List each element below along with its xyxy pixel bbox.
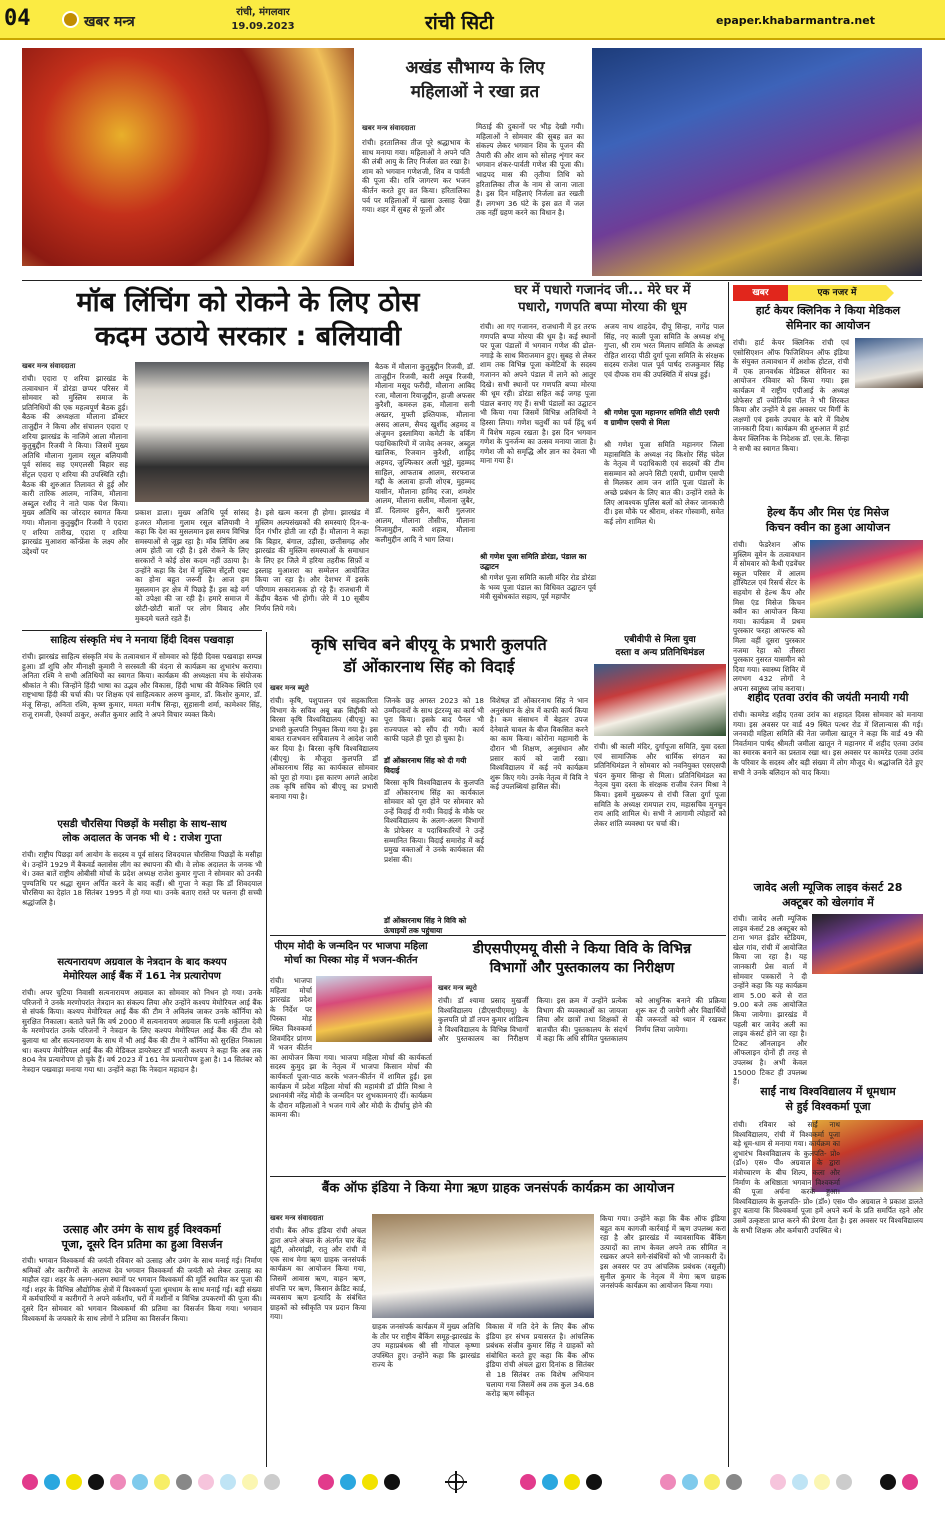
absp-headline	[594, 634, 726, 660]
teej-byline: खबर मन्त्र संवाददाता	[362, 124, 416, 132]
registration-dot	[902, 1474, 918, 1490]
vishwavidyalaya-headline	[733, 1084, 923, 1114]
rajesh-headline-line1: एसडी चौरसिया पिछड़ों के मसीहा के साथ-साथ	[57, 819, 227, 830]
hindi-body: रांची। झारखंड साहित्य संस्कृति मंच के तत्वावधान में सोमवार को हिंदी दिवस पखवाड़ा सम्पन्न हुआ। डॉ शुचि और मीनाक्षी कुमारी ने सरस्वती की वंदना से कार्यक्रम का शुभारंभ कराया। अनिता रश्मि ने सभी अतिथियों का स्वागत किया। कार्यक्रम की अध्यक्षता मंच के संयोजक श्रीकांत ने की। जिन्होंने हिंदी भाषा का उद्भव और विकास, हिंदी भाषा की वैश्विक स्थिति एवं राष्ट्रभाषा हिंदी की चर्चा की। पर शिक्षक एवं साहित्यकार अरुण कुमार, डॉ. किशोर कुमार, डॉ. मंजू सिन्हा, अनिता रश्मि, कृष्ण कुमार, ममता मनीष सिन्हा, सुहासनी शर्मा, कामेश्वर सिंह, राजू रामजी, ऐश्वर्या ठाकुर, अजीत कुमार आदि ने अपने विचार व्यक्त किये।	[22, 652, 262, 719]
agrawal-headline	[22, 956, 262, 984]
mob-col4: बैठक में मौलाना कुतुबुद्दीन रिजवी, डॉ. ताजुद्दीन रिजवी, कारी अयूब रिजवी, मौलाना मसूद फरीदी, मौलाना आबिद रजा, मौलाना रियाजुद्दीन, हाजी अफसर कुरैशी, कमरुल हक, मौलाना सनी अख्तर, मुफ्ती इश्तियाक, मौलाना असद आलम, सैयद खुर्शीद अहमद व अंजुमन इस्लामिया कमेटी के वर्किंग पदाधिकारियों में जावेद अनवर, अब्दुल खालिक, रिजवान कुरैशी, शाहिद अहमद, जुल्फिकार अली भुट्टो, मुहम्मद साहिल, आफताब आलम, सरफराज गद्दी के अलावा हाजी शोएब, मुहम्मद यासीन, मौलाना हामिद रजा, शमशेर आलम, मौलाना सलीम, मौलाना जुबैर, डॉ. दिलावर हुसैन, कारी गुलजार आलम, मौलाना तौसीफ, मौलाना निजामुद्दीन, कारी शहाब, मौलाना कलीमुद्दीन आदि ने भाग लिया।	[375, 362, 475, 544]
health-body: रांची। फेडरेशन ऑफ मुस्लिम वूमेन के तत्वावधान में सोमवार को कैथी एडवेंचर स्कूल परिसर में आलम हॉस्पिटल एवं रिसर्च सेंटर के सहयोग से हेल्थ कैंप और मिस एंड मिसेज किचन क्वीन का आयोजन किया गया। कार्यक्रम में प्रथम पुरस्कार फरहा आफरफ को मिला वहीं दूसरा पुरस्कार नजमा रेहा को तीसरा पुरस्कार नुसरत यासमीन को दिया गया। स्वास्थ्य शिविर में लगभग 432 लोगों ने अपना स्वास्थ्य जांच कराया।	[733, 540, 805, 693]
registration-dot	[66, 1474, 82, 1490]
teej-headline	[362, 56, 588, 104]
bjp-headline-line2: मोर्चा का पिस्का मोड़ में भजन-कीर्तन	[284, 955, 418, 966]
ganesh-photo	[592, 48, 922, 276]
absp-headline-line2: दस्ता व अन्य प्रतिनिधिमंडल	[615, 648, 705, 658]
vc-subhead1: डॉ ओंकारनाथ सिंह को दी गयी विदाई	[384, 756, 467, 775]
oraon-body: रांची। कामरेड शहीद एतवा उरांव का शहादत दिवस सोमवार को मनाया गया। इस अवसर पर वार्ड 49 स्थित पत्थर रोड में शिलान्यास की गई। जनवादी महिला समिति की नेता जमीला खातून ने कहा कि वार्ड 49 की निवर्तमान पार्षद श्रीमती जमीला खातून ने महानगर में शहीद एतवा उरांव का स्मारक बनाने का प्रस्ताव रखा था। इस अवसर पर कामरेड एतवा उरांव के परिवार के सदस्य और बड़ी संख्या में लोग मौजूद थे। श्रद्धांजलि देते हुए सभी ने उनके बलिदान को याद किया।	[733, 710, 923, 777]
registration-dot	[770, 1474, 786, 1490]
music-body	[733, 976, 923, 1080]
vc-headline-line2: डॉ ओंकारनाथ सिंह को विदाई	[343, 657, 515, 676]
bank-col3: विकास में गति देने के लिए बैंक ऑफ इंडिया हर संभव प्रयासरत है। आंचलिक प्रबंधक संजीव कुमार सिंह ने ग्राहकों को संबोधित करते हुए कहा कि बैंक ऑफ इंडिया रांची अंचल द्वारा दिनांक 8 सितंबर से 18 सितंबर तक विशेष अभियान चलाया गया जिसमें अब तक कुल 34.68 करोड़ ऋण स्वीकृत	[486, 1322, 594, 1399]
vishwavidyalaya-headline-line2: से हुई विश्वकर्मा पूजा	[785, 1100, 871, 1113]
city-label: रांची, मंगलवार	[236, 7, 290, 18]
music-headline-line1: जावेद अली म्यूजिक लाइव कंसर्ट 28	[753, 881, 903, 894]
mob-headline-line1: मॉब लिंचिंग को रोकने के लिए ठोस	[76, 287, 420, 318]
oraon-headline: शहीद एतवा उरांव की जयंती मनायी गयी	[747, 691, 909, 704]
absp-body: रांची। श्री काली मंदिर, दुर्गापूजा समिति, युवा दस्ता एवं सामाजिक और धार्मिक संगठन का प्रतिनिधिमंडल ने सोमवार को नवनियुक्त एसएसपी चंदन कुमार सिन्हा से मिला। प्रतिनिधिमंडल का नेतृत्व युवा दस्ता के संरक्षक राजीव रंजन मिश्रा ने किया। इसमें मुख्यरूप से रांची जिला दुर्गा पूजा समिति के अध्यक्ष रामपाल राय, महासचिव मुनचुन राय आदि शामिल थे। सभी ने आगामी त्योहारों को लेकर शांति व्यवस्था पर चर्चा की।	[594, 742, 726, 828]
vishwakarma-headline-line2: पूजा, दूसरे दिन प्रतिमा का हुआ विसर्जन	[61, 1238, 223, 1251]
vc-headline-line1: कृषि सचिव बने बीएयू के प्रभारी कुलपति	[311, 635, 547, 654]
bank-col2: ग्राहक जनसंपर्क कार्यक्रम में मुख्य अतिथि के तौर पर राष्ट्रीय बैंकिंग समूह-झारखंड के उप महाप्रबंधक श्री सी गोपाल कृष्णा उपस्थित हुए। उन्होंने कहा कि झारखंड राज्य के	[372, 1322, 480, 1370]
hindi-headline: साहित्य संस्कृति मंच ने मनाया हिंदी दिवस पखवाड़ा	[50, 635, 234, 646]
music-headline	[733, 880, 923, 910]
tag-arrow-icon	[886, 285, 894, 301]
mob-headline-line2: कदम उठाये सरकार : बलियावी	[94, 321, 402, 352]
vc-col1: रांची। कृषि, पशुपालन एवं सहकारिता विभाग के सचिव अबू बक्र सिद्दीकी को बिरसा कृषि विश्वविद्यालय (बीएयू) का प्रभारी कुलपति नियुक्त किया गया है। इस बाबत राजभवन सचिवालय ने आदेश जारी कर दिया है। बिरसा कृषि विश्वविद्यालय (बीएयू) के मौजूदा कुलपति डॉ ओंकारनाथ सिंह का कार्यकाल सोमवार को पूरा हो गया। इस कारण अगले आदेश तक कृषि सचिव को बीएयू का प्रभारी बनाया गया है।	[270, 696, 378, 801]
ganesh-headline-line2: पधारो, गणपति बप्पा मोरया की धूम	[518, 300, 687, 315]
mob-byline: खबर मन्त्र संवाददाता	[22, 362, 76, 370]
vishwavidyalaya-body-wrap	[733, 1120, 923, 1460]
mob-col1: रांची। एदारा ए शरिया झारखंड के तत्वावधान में डोरंडा छप्पर परिसर में सोमवार को मुस्लिम समाज के प्रतिनिधियों की एक महत्वपूर्ण बैठक हुई। बैठक की अध्यक्षता मौलाना डॉक्टर ताजुद्दीन ने किया और संचालन एदारा ए शरिया झारखंड के नाजिमे आला मौलाना कुतुबुद्दीन रिजवी ने किया। जिसमें मुख्य अतिथि मौलाना गुलाम रसूल बलियावी पूर्व सांसद सह एमएलसी बिहार सह सेंट्रल एदारा ए शरिया की उपस्थिति रही। बैठक की शुरुआत तिलावत से हुई और कारी तारिक आलम, नाजिम, मौलाना अब्दुल रशीद ने नाते पाक पेश किया। मुख्य अतिथि का जोरदार स्वागत किया गया। मौलाना कुतुबुद्दीन रिजवी ने एदारा ए शरिया तारीख, एदारा ए शरिया झारखंड मुआशरा कॉन्फ्रेंस के लक्ष्य और उद्देश्यों पर	[22, 374, 128, 556]
tag-khabar: खबर	[733, 285, 788, 301]
page-number: 04	[4, 6, 31, 31]
vc-col3: विशेषज्ञ डॉ ओंकारनाथ सिंह ने भान अनुसंधान के क्षेत्र में काफी कार्य किया है। कम संसाधन में बेहतर उपज देनेवाले चावल के बीज विकसित करने का काम किया। कोरोना महामारी के दौरान भी शिक्षण, अनुसंधान और प्रसार कार्य को जारी रखा। विश्वविद्यालय में कई नये कार्यक्रम शुरू किए गये। उनके नेतृत्व में विवि ने कई उपलब्धियां हासिल कीं।	[490, 696, 588, 792]
music-headline-line2: अक्टूबर को खेलगांव में	[782, 896, 874, 909]
registration-dot	[564, 1474, 580, 1490]
ganesh-headline-line1: घर में पधारो गजानंद जी... मेरे घर में	[514, 283, 691, 298]
registration-dot	[542, 1474, 558, 1490]
logo-icon	[62, 11, 79, 28]
registration-dot	[198, 1474, 214, 1490]
registration-dot	[44, 1474, 60, 1490]
rajesh-headline	[22, 818, 262, 846]
agrawal-body: रांची। अपर चुटिया निवासी सत्यनारायण अग्रवाल का सोमवार को निधन हो गया। उनके परिजनों ने उनके मरणोपरांत नेत्रदान का संकल्प लिया और उन्होंने कश्यप मेमोरियल आई बैंक से संपर्क किया। कश्यप मेमोरियल आई बैंक की टीम ने अविलंब जाकर उनके कॉर्निया को सुरक्षित निकाला। बताते चलें कि वर्ष 2000 में सत्यनारायण अग्रवाल कि पत्नी शकुंतला देवी के मरणोपरांत उनके परिजनों ने नेत्रदान के लिए कश्यप मेमोरियल आई बैंक की टीम को बुलाया था और सत्यनारायण के साथ में भी आई बैंक की टीम ने कॉर्निया को सुरक्षित निकाला था। कश्यप मेमोरियल आई बैंक की मेडिकल डायरेक्टर डॉ भारती कश्यप ने कहा कि अब तक 804 नेत्र प्रत्यारोपण हो चुके हैं। वर्ष 2023 में 161 नेत्र प्रत्यारोपण हुआ है। 14 सितंबर को नेत्रदान पखवाड़ा मनाया गया था। उन्होंने कहा कि नेत्रदान महादान है।	[22, 988, 262, 1074]
tag-ek-nazar: एक नजर में	[788, 285, 886, 301]
registration-dot	[154, 1474, 170, 1490]
health-headline	[733, 505, 923, 535]
registration-dot	[814, 1474, 830, 1490]
registration-dot	[682, 1474, 698, 1490]
vishwakarma-headline-line1: उत्साह और उमंग के साथ हुई विश्वकर्मा	[63, 1223, 221, 1236]
vc-headline	[270, 634, 588, 678]
registration-dot	[520, 1474, 536, 1490]
vc-col2: जिनके छह अगस्त 2023 को 18 उम्मीदवारों के साथ इंटरव्यू का कार्य भी पूरा किया। इसके बाद पैनल भी राज्यपाल को सौंप दी गयी। कार्य काफी पहले ही पूरा हो चुका है।	[384, 696, 484, 744]
ganesh-headline	[480, 282, 725, 316]
teej-photo	[22, 48, 354, 266]
registration-dot	[220, 1474, 236, 1490]
dspmu-headline	[438, 940, 726, 978]
registration-dot	[726, 1474, 742, 1490]
dspmu-body: रांची। डॉ श्यामा प्रसाद मुखर्जी विश्वविद्यालय (डीएसपीएमयू) के कुलपति प्रो डॉ तपन कुमार शांडिल्य ने विश्वविद्यालय के विभिन्न विभागों और पुस्तकालय का निरीक्षण किया। इस क्रम में उन्होंने प्रत्येक विभाग की व्यवस्थाओं का जायजा लिया और छात्रों तथा शिक्षकों से बातचीत की। पुस्तकालय के संदर्भ में कहा कि अधि सीमित पुस्तकालय को आधुनिक बनाने की प्रक्रिया शुरू कर दी जायेगी और विद्यार्थियों की जरूरतों को ध्यान में रखकर निर्णय लिया जायेगा।	[438, 996, 726, 1044]
registration-crosshair-icon	[448, 1474, 464, 1490]
registration-dot	[264, 1474, 280, 1490]
bank-col4: किया गया। उन्होंने कहा कि बैंक ऑफ इंडिया बहुत कम कागजी कार्रवाई में ऋण उपलब्ध करा रहा है और झारखंड में व्यावसायिक बैंकिंग उत्पादों का लाभ केवल अपने तक सीमित न रखकर अपने सगे-संबंधियों को भी जानकारी दें। इस अवसर पर उप आंचलिक प्रबंधक (वसूली) सुनील कुमार के नेतृत्व में मेगा ऋण ग्राहक जनसंपर्क कार्यक्रम का आयोजन किया गया।	[600, 1214, 726, 1291]
vishwakarma-headline	[22, 1222, 262, 1252]
clinic-photo	[855, 338, 923, 388]
health-headline-line2: किचन क्वीन का हुआ आयोजन	[766, 521, 890, 534]
bjp-headline	[270, 940, 432, 968]
teej-headline-line2: महिलाओं ने रखा व्रत	[410, 82, 540, 102]
health-headline-line1: हेल्थ कैंप और मिस एंड मिसेज	[767, 506, 889, 519]
vishwavidyalaya-headline-line1: साईं नाथ विश्वविद्यालय में धूमधाम	[760, 1085, 896, 1098]
clinic-body: रांची। हार्ट केयर क्लिनिक रांची एवं एसोसिएशन ऑफ फिजिशियन ऑफ इंडिया के संयुक्त तत्वावधान में अशोक होटल, रांची में एक ज्ञानवर्धक मेडिकल सेमिनार का आयोजन रविवार को किया गया। इस कार्यक्रम में राष्ट्रीय एपीआई के अध्यक्ष प्रोफेसर डॉ ज्योतिर्मय पॉल ने भी शिरकत किया और उन्होंने ये इस अवसर पर मिर्गी के लक्षणों एवं इसके उपचार के बारे में विशेष जानकारी दिया। कार्यक्रम की शुरुआत में हार्ट केयर क्लिनिक के निदेशक डॉ. एस.के. सिन्हा ने सभी का स्वागत किया।	[733, 338, 849, 453]
divider	[22, 280, 922, 281]
ganesh-col2b: श्री गणेश पूजा समिति महानगर जिला महासमिति के अध्यक्ष नंद किशोर सिंह चंदेल के नेतृत्व में पदाधिकारी एवं सदस्यों की टीम ससम्मान को अपने सिटी एसपी, ग्रामीण एसपी से मिलकर आम जन शांति पूजा पंडालों के अच्छे प्रबंधन के लिए बात की। उन्होंने रास्ते के लिए आवश्यक पुलिस बलों को लेकर जानकारी दी। इस मौके पर श्रीराम, शंकर गोस्वामी, समेत कई लोग शामिल थे।	[604, 440, 724, 526]
ganesh-subhead1: श्री गणेश पूजा समिति डोरंडा, पंडाल का उद्घाटन	[480, 552, 587, 571]
ganesh-subhead2: श्री गणेश पूजा महानगर समिति सीटी एसपी व ग्रामीण एसपी से मिला	[604, 408, 720, 427]
registration-dot	[586, 1474, 602, 1490]
epaper-link[interactable]: epaper.khabarmantra.net	[716, 14, 875, 27]
clinic-headline	[733, 303, 923, 333]
bjp-headline-line1: पीएम मोदी के जन्मदिन पर भाजपा महिला	[274, 941, 428, 952]
registration-dot	[836, 1474, 852, 1490]
vc-byline: खबर मन्त्र ब्यूरो	[270, 684, 309, 692]
health-photo	[810, 540, 923, 618]
clinic-headline-line2: सेमिनार का आयोजन	[785, 319, 870, 332]
mob-photo	[135, 362, 369, 502]
vishwakarma-body: रांची। भगवान विश्वकर्मा की जयंती रविवार को उत्साह और उमंग के साथ मनाई गई। निर्माण श्रमिकों और कारीगरों के आराध्य देव भगवान विश्वकर्मा की जयंती को लेकर उत्साह का माहौल रहा। शहर के अलग-अलग स्थानों पर भगवान विश्वकर्मा की मूर्ति स्थापित कर पूजा की गई। शहर के विभिन्न औद्योगिक क्षेत्रों में विश्वकर्मा पूजा धूमधाम के साथ मनाई गई। बड़ी संख्या में कर्मचारियों व कारीगरों ने अपने वर्कशॉप, घरों में मशीनों व विभिन्न उपकरणों की पूजा की। दूसरे दिन सोमवार को भगवान विश्वकर्मा की प्रतिमा का विसर्जन किया गया। भगवान विश्वकर्मा के जयकारे के साथ लोगों ने प्रतिमा का विसर्जन किया।	[22, 1256, 262, 1323]
ganesh-col1b: श्री गणेश पूजा समिति काली मंदिर रोड डोरंडा के भव्य पूजा पंडाल का विधिवत उद्घाटन पूर्व मंत्री सुबोधकांत सहाय, पूर्व महापौर	[480, 573, 596, 602]
absp-photo	[594, 664, 726, 736]
divider	[22, 630, 262, 631]
column-divider	[266, 632, 267, 1467]
mob-col2: प्रकाश डाला। मुख्य अतिथि पूर्व सांसद हजरत मौलाना गुलाम रसूल बलियावी ने कहा कि देश का मुसलमान इस समय विभिन्न समस्याओं से जूझ रहा है। मॉब लिंचिंग अब आम होती जा रही है। इसे रोकने के लिए सरकारों ने कोई ठोस कदम नहीं उठाया है। उन्होंने कहा कि देश में मुस्लिम सेंट्रली एक्ट का होना बहुत जरूरी है। आज हम मुसलमान हर क्षेत्र में पिछड़े हैं। इस बड़े वर्ग को उपेक्षा की जा रही है। हमारे समाज में छोटी-छोटी बातों पर लोग विवाद और मुकदमे चलते रहते हैं।	[135, 508, 249, 623]
registration-dot	[22, 1474, 38, 1490]
section-title: रांची सिटी	[425, 12, 494, 34]
registration-dot	[660, 1474, 676, 1490]
logo-text: खबर मन्त्र	[84, 14, 135, 30]
registration-dot	[88, 1474, 104, 1490]
teej-col2: मिठाई की दुकानों पर भीड़ देखी गयी। महिलाओं ने सोमवार की सुबह व्रत का संकल्प लेकर भगवान शिव के पूजन की तैयारी की और शाम को सोलह शृंगार कर भगवान शंकर-पार्वती गणेश की पूजा की। भाद्रपद मास की तृतीया तिथि को हरितालिका तीज के नाम से जाना जाता है। इस दिन महिलाएं निर्जला व्रत रखती हैं। लगभग 36 घंटे के इस व्रत में जल तक नहीं ग्रहण करने का विधान है।	[476, 122, 584, 218]
registration-dot	[176, 1474, 192, 1490]
ganesh-col2: अजय नाथ शाहदेव, दीपू सिन्हा, नागेंद्र पाल सिंह, नए काली पूजा समिति के अध्यक्ष शंभू गुप्ता, श्री राम भरत मिलाप समिति के अध्यक्ष रोहित शारदा पीठी दुर्गा पूजा समिति के संरक्षक सदस्य राजेश पाल पूर्व पार्षद राजकुमार सिंह एवं दीपक राम की उपस्थिति में संपन्न हुई।	[604, 322, 724, 379]
float-spacer	[840, 1120, 923, 1194]
rajesh-headline-line2: लोक अदालत के जनक भी थे : राजेश गुप्ता	[62, 833, 222, 844]
clinic-headline-line1: हार्ट केयर क्लिनिक ने किया मेडिकल	[755, 304, 901, 317]
bank-photo	[372, 1214, 594, 1318]
bjp-body-wrap	[270, 976, 432, 1172]
registration-dot	[318, 1474, 334, 1490]
bank-byline: खबर मन्त्र संवाददाता	[270, 1214, 324, 1222]
registration-dot	[242, 1474, 258, 1490]
absp-headline-line1: एबीवीपी से मिला युवा	[624, 635, 696, 645]
mob-headline	[22, 286, 474, 354]
vc-subhead2: डॉ ओंकारनाथ सिंह ने विवि को ऊंचाइयों तक पहुंचाया	[384, 916, 467, 935]
agrawal-headline-line2: मेमोरियल आई बैंक में 161 नेत्र प्रत्यारोपण	[63, 971, 221, 982]
registration-dot	[704, 1474, 720, 1490]
bjp-body: रांची। भाजपा महिला मोर्चा झारखंड प्रदेश के निर्देश पर पिस्का मोड़ स्थित विश्वकर्मा शिवमंदिर प्रांगण में भजन कीर्तन का आयोजन किया गया। भाजपा महिला मोर्चा की कार्यकर्ता सदस्य कुमुद झा के नेतृत्व में भाजपा किसान मोर्चा की कार्यकर्ता पूजा-पाठ करके भजन-कीर्तन में शामिल हुईं। इस कार्यक्रम में प्रदेश महिला मोर्चा की महामंत्री डॉ प्रीति मिश्रा ने प्रधानमंत्री नरेंद्र मोदी के जन्मदिन पर शुभकामनाएं दीं। कार्यक्रम के दौरान महिलाओं ने भजन गाये और मोदी के दीर्घायु होने की कामना की।	[270, 976, 432, 1120]
registration-dot	[110, 1474, 126, 1490]
vishwavidyalaya-body: रांची। रविवार को साईं नाथ विश्वविद्यालय, रांची में विश्वकर्मा पूजा बड़े धूम-धाम से मनाया गया। कार्यक्रम का शुभारंभ विश्वविद्यालय के कुलपति- प्रो० (डॉ०) एस० पी० अग्रवाल के द्वारा मंत्रोच्चारण के बीच शिल्प, कला और निर्माण के अधिष्ठाता भगवान विश्वकर्मा की पूजा अर्चना करके हुआ। विश्वविद्यालय के कुलपति- प्रो० (डॉ०) एस० पी० अग्रवाल ने प्रकाश डालते हुए बताया कि विश्वकर्मा पूजा हमें अपने कर्म के प्रति समर्पित रहने और उसमें उत्कृष्टता प्राप्त करने की प्रेरणा देता है। इस अवसर पर विश्वविद्यालय के सभी शिक्षक और कर्मचारी उपस्थित थे।	[733, 1120, 923, 1235]
teej-col1: रांची। हरतालिका तीज पूरे श्रद्धाभाव के साथ मनाया गया। महिलाओं ने अपने पति की लंबी आयु के लिए निर्जला व्रत रखा है। शाम को भगवान गणेशजी, शिव व पार्वती की पूजा की। रात्रि जागरण कर भजन कीर्तन करते हुए व्रत किया। हरितालिका पर्व पर महिलाओं में खासा उत्साह देखा गया। शहर में सुबह से फूलों और	[362, 138, 470, 215]
divider	[270, 935, 726, 936]
dspmu-byline: खबर मन्त्र ब्यूरो	[438, 984, 477, 992]
registration-dot	[340, 1474, 356, 1490]
bank-col1: रांची। बैंक ऑफ इंडिया रांची अंचल द्वारा अपने अंचल के अंतर्गत चार केंद्र खूंटी, ओरमांझी, रातु और रांची में एक साथ मेगा ऋण ग्राहक जनसंपर्क कार्यक्रम का आयोजन किया गया, जिसमें आवास ऋण, वाहन ऋण, संपत्ति पर ऋण, किसान क्रेडिट कार्ड, व्यवसाय ऋण इत्यादि के संबंधित ग्राहकों को स्वीकृति पत्र प्रदान किया गया।	[270, 1226, 366, 1322]
music-body-lead: रांची। जावेद अली म्यूजिक लाइव कंसर्ट 28 अक्टूबर को टाना भगत इंडोर स्टेडियम, खेल गांव, रांची में आयोजित किया जा रहा है। यह जानकारी प्रेस वार्ता में सोमवार पत्रकारों ने दी उन्होंने कहा कि यह कार्यक्रम शाम 5.00 बजे से रात 9.00 बजे तक आयोजित किया जायेगा। झारखंड में पहली बार जावेद अली का लाइव कंसर्ट होने जा रहा है। टिकट ऑनलाइन और ऑफलाइन दोनों ही तरह से उपलब्ध है। अभी केवल 15000 टिकट ही उपलब्ध हैं।	[733, 914, 808, 1087]
bank-headline: बैंक ऑफ इंडिया ने किया मेगा ऋण ग्राहक जनसंपर्क कार्यक्रम का आयोजन	[321, 1181, 675, 1196]
column-divider	[728, 282, 729, 1467]
music-photo	[812, 914, 923, 974]
vc-col2b: बिरसा कृषि विश्वविद्यालय के कुलपति डॉ ओंकारनाथ सिंह का कार्यकाल सोमवार को पूरा होने पर सोमवार को उन्हें विदाई दी गयी। विदाई के मौके पर विश्वविद्यालय के अलग-अलग विभागों के प्रोफेसर व पदाधिकारियों ने उन्हें सम्मानित किया। विदाई समारोह में कई प्रमुख वक्ताओं ने उनके कार्यकाल की प्रशंसा की।	[384, 778, 484, 864]
dspmu-headline-line1: डीएसपीएमयू वीसी ने किया विवि के विभिन्न	[472, 941, 692, 957]
city-date	[228, 6, 298, 34]
date-label: 19.09.2023	[231, 21, 295, 32]
registration-dot	[362, 1474, 378, 1490]
dspmu-headline-line2: विभागों और पुस्तकालय का निरीक्षण	[489, 960, 675, 976]
teej-headline-line1: अखंड सौभाग्य के लिए	[405, 58, 545, 78]
rajesh-body: रांची। राष्ट्रीय पिछड़ा वर्ग आयोग के सदस्य व पूर्व सांसद शिवदयाल चौरसिया पिछड़ों के मसीहा थे। उन्होंने 1929 में बैकवर्ड क्लासेस लीग का स्थापना की थी। वे लोक अदालत के जनक भी थे। उक्त बातें राष्ट्रीय ओबीसी मोर्चा के प्रदेश अध्यक्ष राजेश कुमार गुप्ता ने सोमवार को उनकी पुण्यतिथि पर श्रद्धा सुमन अर्पित करने के बाद कहीं। श्री गुप्ता ने कहा कि डॉ शिवदयाल चौरसिया का देहांत 18 सितंबर 1995 में हो गया था। उनके बताए रास्ते पर चलना ही सच्ची श्रद्धांजलि है।	[22, 850, 262, 907]
float-spacer	[312, 976, 432, 1044]
divider	[270, 1176, 726, 1177]
registration-dot	[792, 1474, 808, 1490]
mob-col3: है। इसे खत्म करना ही होगा। झारखंड में मुस्लिम अल्पसंख्यकों की समस्याएं दिन-ब-दिन गंभीर होती जा रही हैं। मौलाना ने कहा कि बिहार, बंगाल, उड़ीसा, छत्तीसगढ़ और झारखंड की मुस्लिम समस्याओं के समाधान के लिए हर जिले में हरिया तहरीक सिर्फ़ो व इस्लाह मुआशरा का सम्मेलन आयोजित किया जा रहा है। और देशभर में इसके परिणाम सकारात्मक हो रहे हैं। राजधानी में केंद्रीय बैठक भी होगी। जेरे में 10 सूबीय निर्णय लिये गये।	[255, 508, 369, 613]
registration-dot	[384, 1474, 400, 1490]
registration-dot	[880, 1474, 896, 1490]
ganesh-col1: रांची। आ गए गजानन, राजधानी में हर तरफ गणपति बप्पा मोरया की धूम है। कई स्थानों पर पूजा पंडालों में भगवान गणेश की ढोल-नगाड़े के साथ विराजमान हुए। सुबह से लेकर शाम तक विभिन्न पूजा कमेटियों के सदस्य गजानन को अपने पंडाल में लाने को आतुर दिखे। सभी स्थानों पर गणपति बप्पा मोरया की धूम रही। डोरंडा सहित कई जगह पूजा पंडाल बनाए गए हैं। सभी पंडालों का उद्घाटन भी किया गया जिसमें विभिन्न अतिथियों ने हिस्सा लिया। गणेश चतुर्थी का पर्व हिंदू धर्म में विशेष महत्व रखता है। इस दिन भगवान गणेश के पुनर्जन्म का उत्सव मनाया जाता है। गणेश जी को समृद्धि और ज्ञान का देवता भी माना गया है।	[480, 322, 596, 466]
registration-dot	[132, 1474, 148, 1490]
agrawal-headline-line1: सत्यनारायण अग्रवाल के नेत्रदान के बाद कश्यप	[57, 957, 227, 968]
